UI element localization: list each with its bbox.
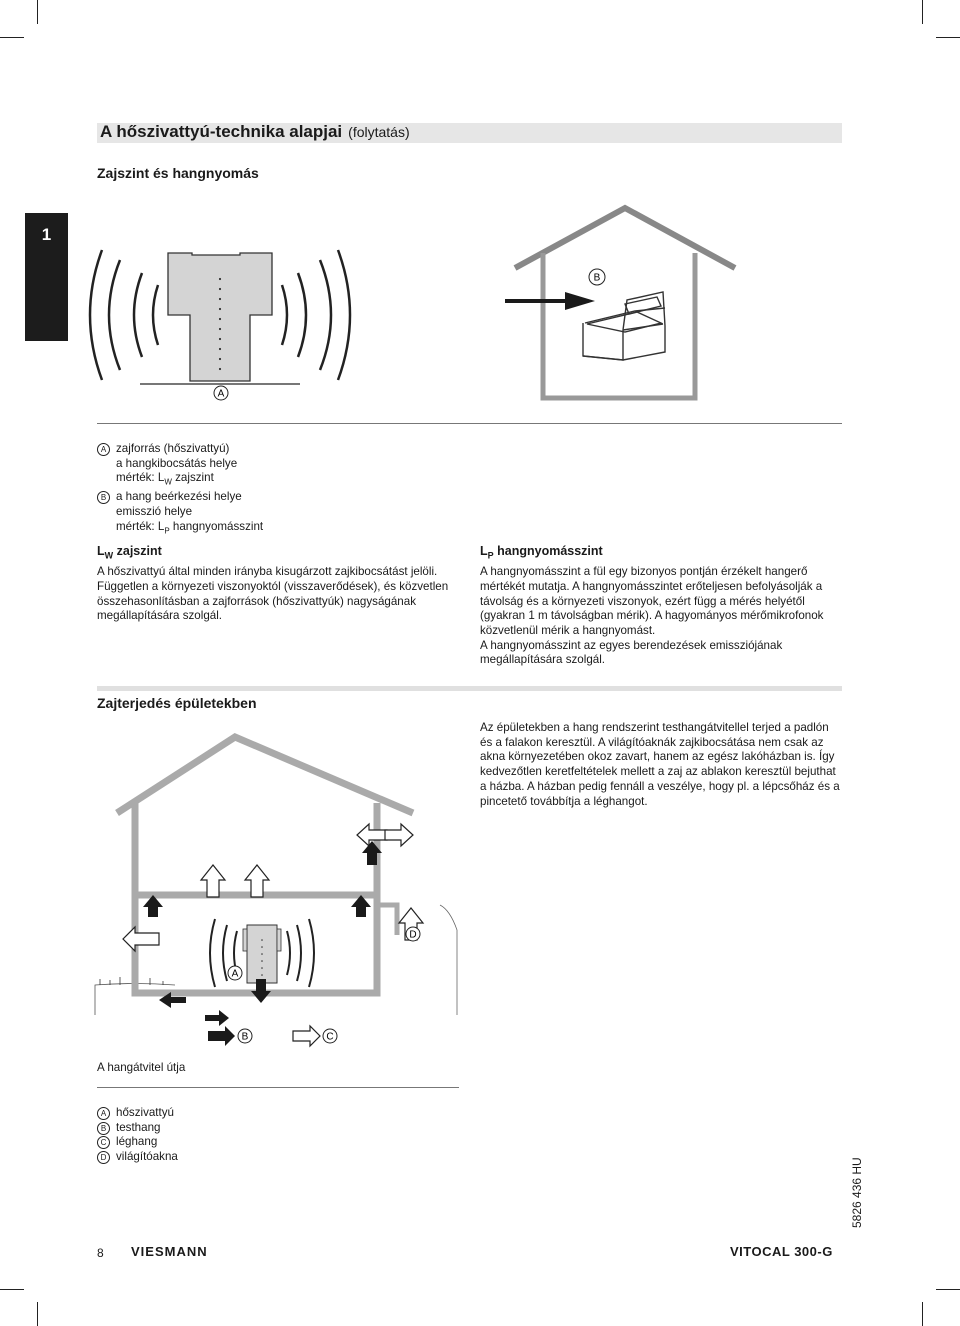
legend-2	[97, 1106, 178, 1165]
roof	[515, 208, 735, 268]
label-b: B	[593, 272, 601, 284]
continued-label: (folytatás)	[348, 124, 410, 140]
figure-divider	[97, 423, 842, 424]
legend-text: világítóakna	[116, 1150, 178, 1164]
section-band	[97, 686, 842, 691]
label-d: D	[409, 929, 417, 941]
heat-pump-unit	[168, 253, 272, 381]
caption-divider	[97, 1087, 459, 1088]
section-title: Zajszint és hangnyomás	[97, 165, 259, 181]
legend-text: zajforrás (hőszivattyú)	[116, 442, 230, 455]
lw-section	[97, 544, 459, 624]
crop-mark	[37, 1302, 38, 1326]
label-b: B	[241, 1031, 249, 1043]
section-title: Zajterjedés épületekben	[97, 695, 257, 711]
legend-text: a hangkibocsátás helye	[116, 456, 238, 470]
legend-arrow-air	[293, 1026, 320, 1046]
house-with-bed-figure	[515, 208, 775, 408]
legend-item	[97, 1135, 178, 1150]
legend-letter: A	[97, 1107, 110, 1120]
label-a: A	[217, 388, 225, 400]
legend-text: a hang beérkezési helye	[116, 490, 242, 504]
sound-arrow-head	[565, 292, 595, 310]
walls	[543, 253, 695, 398]
crop-mark	[936, 1289, 960, 1290]
legend-item	[97, 442, 457, 490]
label-a: A	[231, 968, 239, 980]
crop-mark	[922, 1302, 923, 1326]
figure-caption: A hangátvitel útja	[97, 1061, 186, 1074]
legend-item	[97, 1150, 178, 1165]
legend-item	[97, 1106, 178, 1121]
legend-text: emisszió helye	[116, 505, 193, 519]
roof	[117, 737, 413, 813]
legend-item	[97, 1121, 178, 1136]
crop-mark	[922, 0, 923, 24]
lp-text-2: A hangnyomásszint az egyes berendezések emissziójának megállapítására szolgál.	[480, 638, 783, 667]
lw-heading: $L_W$ zajszint	[97, 544, 162, 561]
legend-letter: A	[97, 443, 110, 456]
legend-1	[97, 442, 457, 539]
legend-letter: C	[97, 1136, 110, 1149]
terrain-right	[440, 905, 457, 1015]
label-c: C	[326, 1031, 334, 1043]
page-title: A hőszivattyú-technika alapjai (folytatás)	[100, 122, 410, 141]
heat-pump-figure	[90, 245, 450, 405]
legend-letter: D	[97, 1151, 110, 1164]
legend-letter: B	[97, 1122, 110, 1135]
legend-item	[97, 490, 457, 538]
crop-mark	[0, 1289, 24, 1290]
document-code: 5826 436 HU	[850, 1157, 864, 1228]
lw-text: A hőszivattyú által minden irányba kisugárzott zajkibocsátást jelöli. Független a környezeti viszonyoktól (visszaverődések), és közvetlen összehasonlításban a zajforrások (hőszivattyúk) nagyságának megállapítására szolgál.	[97, 565, 449, 623]
legend-text: mérték: $L_W$ zajszint	[116, 471, 214, 487]
chapter-tab: 1	[25, 213, 68, 341]
legend-arrow-structure	[208, 1026, 235, 1046]
crop-mark	[936, 37, 960, 38]
lp-text: A hangnyomásszint a fül egy bizonyos pontján érzékelt hangerő mértékét mutatja. A hangnyomásszintet erőteljesen befolyásolják a távolság és a környezeti viszonyok, ezért függ a mérés helyétől (gyakran 1 m távolságban mérik). A hagyományos mérőmikrofonok közvetlenül mérik a hangnyomást.	[480, 565, 824, 638]
page-number: 8	[97, 1246, 104, 1260]
legend-text: testhang	[116, 1120, 161, 1134]
bed	[583, 292, 665, 360]
legend-text: hőszivattyú	[116, 1106, 174, 1119]
product-name: VITOCAL 300-G	[730, 1244, 833, 1259]
legend-letter: B	[97, 491, 110, 504]
section2-text: Az épületekben a hang rendszerint testhangátvitellel terjed a padlón és a falakon keresztül. A világítóaknák zajkibocsátása nem csak az akna környezetében okoz zavart, hanem az egész lakóházban is. Így kedvezőtlen keretfeltételek mellett a zaj az ablakon keresztül bejuthat a házba. A házban pedig fennáll a veszélye, hogy pl. a lépcsőház és a pincetető továbbítja a léghangot.	[480, 721, 840, 808]
lp-heading: $L_P$ hangnyomásszint	[480, 544, 603, 561]
legend-text: léghang	[116, 1135, 158, 1149]
legend-text: mérték: $L_P$ hangnyomásszint	[116, 519, 264, 536]
brand-logo: VIESMANN	[131, 1244, 208, 1259]
lp-section	[480, 544, 842, 668]
crop-mark	[37, 0, 38, 24]
crop-mark	[0, 37, 24, 38]
building-sound-figure	[95, 735, 465, 1043]
